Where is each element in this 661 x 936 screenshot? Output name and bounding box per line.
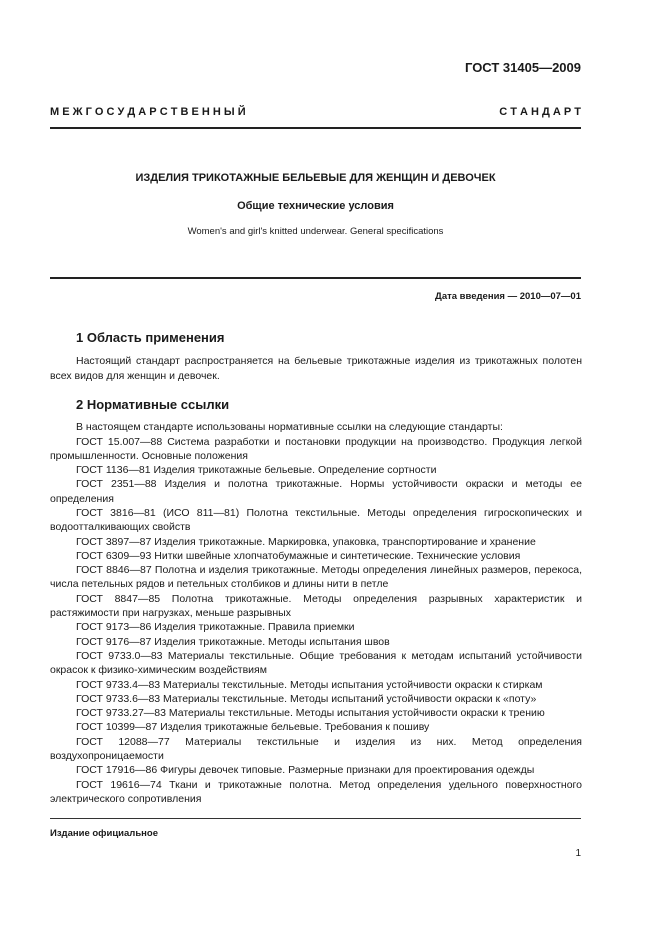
reference-item: ГОСТ 15.007—88 Система разработки и постановки продукции на производство. Продукция легкой промышленности. Основные положения <box>50 435 582 462</box>
footer-rule <box>50 818 581 819</box>
banner-left: М Е Ж Г О С У Д А Р С Т В Е Н Н Ы Й <box>50 106 246 118</box>
title-rule <box>50 277 581 279</box>
reference-item: ГОСТ 10399—87 Изделия трикотажные бельевые. Требования к пошиву <box>76 721 430 734</box>
document-title: ИЗДЕЛИЯ ТРИКОТАЖНЫЕ БЕЛЬЕВЫЕ ДЛЯ ЖЕНЩИН И ДЕВОЧЕК <box>135 172 496 184</box>
reference-item: ГОСТ 8846—87 Полотна и изделия трикотажные. Методы определения линейных размеров, перекоса, числа петельных рядов и петельных столбиков и длины нити в петле <box>50 564 582 591</box>
effective-date: Дата введения — 2010—07—01 <box>435 291 581 302</box>
reference-item: ГОСТ 1136—81 Изделия трикотажные бельевые. Определение сортности <box>76 464 437 477</box>
reference-item: ГОСТ 6309—93 Нитки швейные хлопчатобумажные и синтетические. Технические условия <box>76 549 521 562</box>
reference-item: ГОСТ 9733.6—83 Материалы текстильные. Методы испытаний устойчивости окраски к «поту» <box>76 692 537 705</box>
english-title: Women's and girl's knitted underwear. General specifications <box>187 226 444 237</box>
reference-item: ГОСТ 9173—86 Изделия трикотажные. Правила приемки <box>76 621 355 634</box>
page-number: 1 <box>575 848 581 859</box>
edition-note: Издание официальное <box>50 828 158 839</box>
reference-item: ГОСТ 17916—86 Фигуры девочек типовые. Размерные признаки для проектирования одежды <box>76 764 535 777</box>
reference-item: ГОСТ 8847—85 Полотна трикотажные. Методы определения разрывных характеристик и растяжимости при нагрузках, меньше разрывных <box>50 592 582 620</box>
section-1-body <box>50 354 582 383</box>
section-1-text: Настоящий стандарт распространяется на бельевые трикотажные изделия из трикотажных полотен всех видов для женщин и девочек. <box>50 355 582 382</box>
reference-item: ГОСТ 3816—81 (ИСО 811—81) Полотна текстильные. Методы определения гигроскопических и водоотталкивающих свойств <box>50 506 582 534</box>
section-1-heading: 1 Область применения <box>76 330 225 345</box>
section-2-body <box>50 420 582 806</box>
reference-item: ГОСТ 19616—74 Ткани и трикотажные полотна. Метод определения удельного поверхностного электрического сопротивления <box>50 778 582 805</box>
header-rule <box>50 127 581 129</box>
reference-item: ГОСТ 3897—87 Изделия трикотажные. Маркировка, упаковка, транспортирование и хранение <box>76 535 536 548</box>
section-2-intro: В настоящем стандарте использованы нормативные ссылки на следующие стандарты: <box>76 421 503 433</box>
reference-item: ГОСТ 12088—77 Материалы текстильные и изделия из них. Метод определения воздухопроницаемости <box>50 735 582 763</box>
standard-banner <box>50 106 581 118</box>
banner-right: С Т А Н Д А Р Т <box>499 106 581 118</box>
document-subtitle: Общие технические условия <box>237 200 394 212</box>
reference-item: ГОСТ 9176—87 Изделия трикотажные. Методы испытания швов <box>76 635 390 648</box>
section-2-heading: 2 Нормативные ссылки <box>76 397 230 412</box>
reference-item: ГОСТ 9733.0—83 Материалы текстильные. Общие требования к методам испытаний устойчивости окрасок к физико-химическим воздействиям <box>50 649 582 677</box>
reference-item: ГОСТ 9733.27—83 Материалы текстильные. Методы испытания устойчивости окраски к трению <box>76 707 545 720</box>
gost-number: ГОСТ 31405—2009 <box>465 60 581 75</box>
reference-item: ГОСТ 9733.4—83 Материалы текстильные. Методы испытания устойчивости окраски к стиркам <box>76 678 543 691</box>
reference-item: ГОСТ 2351—88 Изделия и полотна трикотажные. Нормы устойчивости окраски и методы ее определения <box>50 478 582 505</box>
